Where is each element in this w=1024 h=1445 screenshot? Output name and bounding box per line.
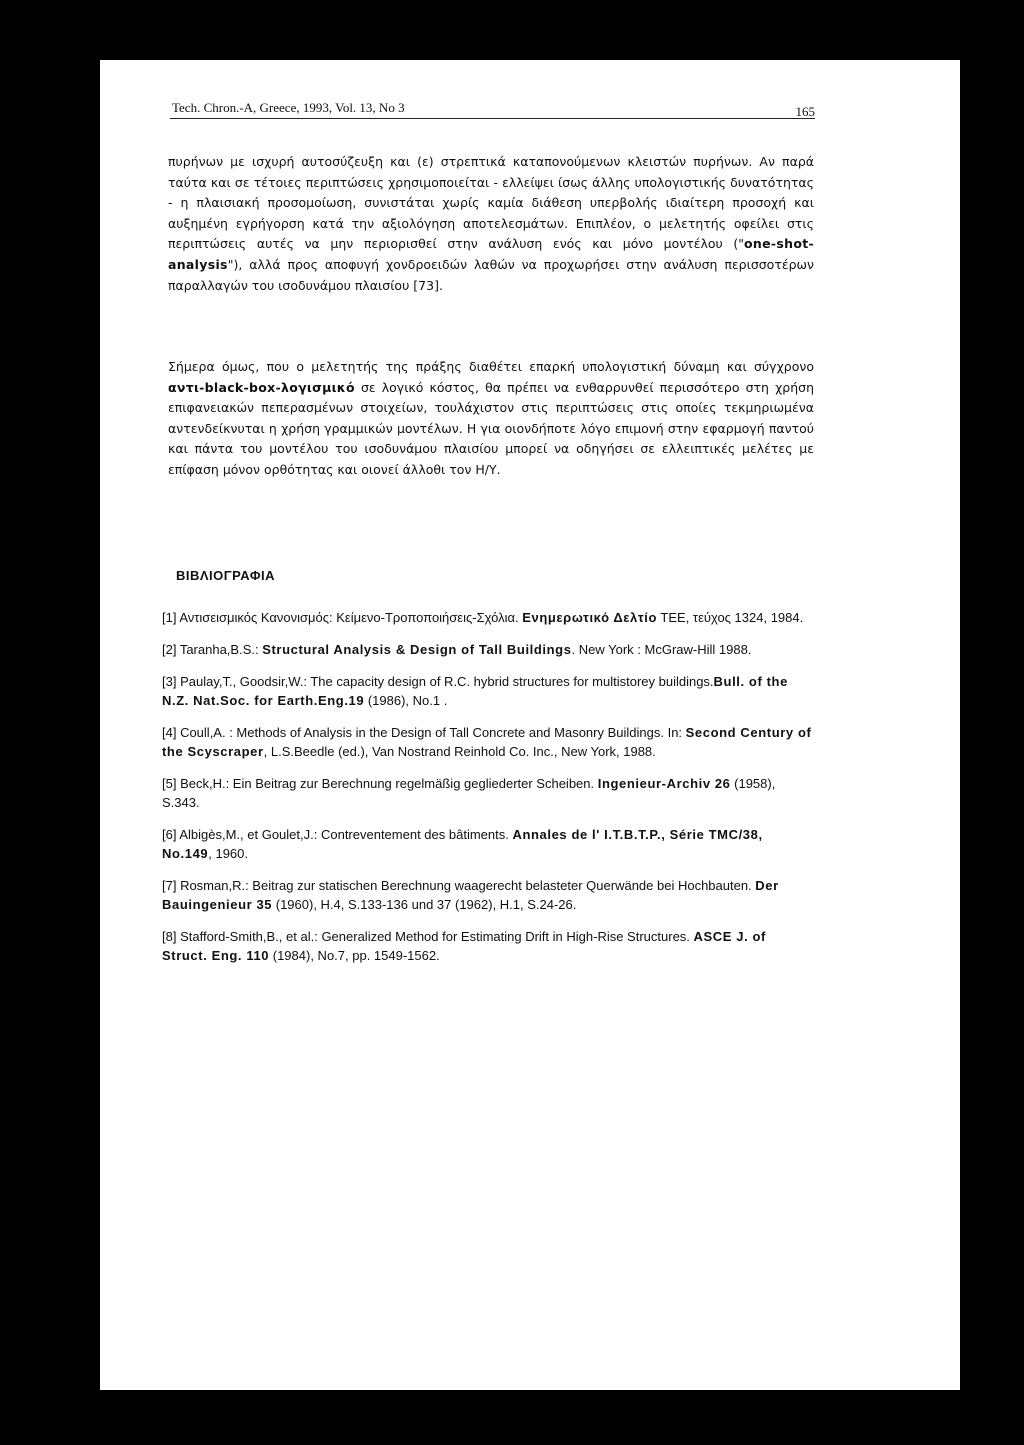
reference-item: [5] Beck,H.: Ein Beitrag zur Berechnung regelmäßig gegliederter Scheiben. Ingenieur-Archiv 26 (1958), S.343. bbox=[162, 776, 776, 810]
reference-item: [3] Paulay,T., Goodsir,W.: The capacity design of R.C. hybrid structures for multistorey buildings.Bull. of the N.Z. Nat.Soc. for Earth.Eng.19 (1986), No.1 . bbox=[162, 674, 788, 708]
reference-item: [8] Stafford-Smith,B., et al.: Generalized Method for Estimating Drift in High-Rise Structures. ASCE J. of Struct. Eng. 110 (1984), No.7, pp. 1549-1562. bbox=[162, 929, 766, 963]
reference-item: [7] Rosman,R.: Beitrag zur statischen Berechnung waagerecht belasteter Querwände bei Hochbauten. Der Bauingenieur 35 (1960), H.4, S.133-136 und 37 (1962), H.1, S.24-26. bbox=[162, 878, 779, 912]
page-number: 165 bbox=[795, 104, 815, 119]
bibliography-heading: ΒΙΒΛΙΟΓΡΑΦΙΑ bbox=[176, 568, 276, 583]
reference-item: [2] Taranha,B.S.: Structural Analysis & Design of Tall Buildings. New York : McGraw-Hill 1988. bbox=[162, 642, 752, 657]
reference-item: [1] Αντισεισμικός Κανονισμός: Κείμενο-Τροποποιήσεις-Σχόλια. Ενημερωτικό Δελτίο ΤΕΕ, τεύχος 1324, 1984. bbox=[162, 610, 804, 625]
emphasis-term: one-shot-analysis bbox=[168, 236, 814, 272]
reference-item: [6] Albigès,M., et Goulet,J.: Contreventement des bâtiments. Annales de l' I.T.B.T.P., Série TMC/38, No.149, 1960. bbox=[162, 827, 763, 861]
reference-item: [4] Coull,A. : Methods of Analysis in the Design of Tall Concrete and Masonry Buildings. In: Second Century of the Scyscraper, L.S.Beedle (ed.), Van Nostrand Reinhold Co. Inc., New York, 1988. bbox=[162, 725, 812, 759]
document-page bbox=[100, 60, 960, 1390]
body-paragraph-1: πυρήνων με ισχυρή αυτοσύζευξη και (ε) στρεπτικά καταπονούμενων κλειστών πυρήνων. Αν παρά ταύτα και σε τέτοιες περιπτώσεις χρησιμοποιείται - ελλείψει ίσως άλλης υπολογιστικής δυνατότητας - η πλαισιακή προσομοίωση, συνιστάται χωρίς καμία διάθεση υπερβολής ιδιαίτερη προσοχή και αυξημένη εγρήγορση κατά την αξιολόγηση αποτελεσμάτων. Επιπλέον, ο μελετητής οφείλει στις περιπτώσεις αυτές να μην περιορισθεί στην ανάλυση ενός και μόνο μοντέλου ("one-shot-analysis"), αλλά προς αποφυγή χονδροειδών λαθών να προχωρήσει στην ανάλυση περισσοτέρων παραλλαγών του ισοδυνάμου πλαισίου [73]. bbox=[168, 154, 814, 293]
reference-list bbox=[162, 608, 812, 978]
emphasis-term: αντι-black-box-λογισμικό bbox=[168, 379, 355, 395]
body-paragraph-2: Σήμερα όμως, που ο μελετητής της πράξης διαθέτει επαρκή υπολογιστική δύναμη και σύγχρονο αντι-black-box-λογισμικό σε λογικό κόστος, θα πρέπει να ενθαρρυνθεί περισσότερο στη χρήση επιφανειακών πεπερασμένων στοιχείων, τουλάχιστον στις περιπτώσεις στις οποίες τεκμηριωμένα αντενδείκνυται η χρήση γραμμικών μοντέλων. Η για οιονδήποτε λόγο επιμονή στην εφαρμογή παντού και πάντα του μοντέλου του ισοδυνάμου πλαισίου μπορεί να οδηγήσει σε ελλειπτικές μελέτες με επίφαση μόνον ορθότητας και οιονεί άλλοθι τον Η/Υ. bbox=[168, 359, 814, 477]
journal-citation: Tech. Chron.-A, Greece, 1993, Vol. 13, No 3 bbox=[172, 100, 405, 115]
running-header bbox=[170, 100, 815, 119]
